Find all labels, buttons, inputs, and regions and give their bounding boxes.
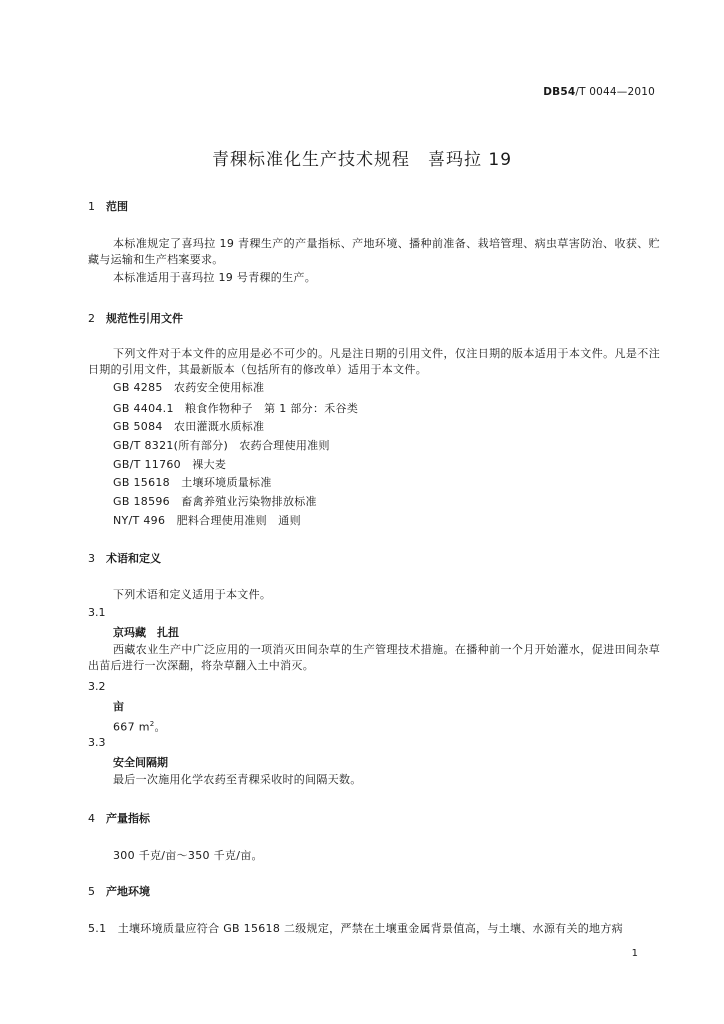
section-3-heading: 3 术语和定义 (88, 552, 161, 565)
reference-item: GB 4285 农药安全使用标准 (113, 381, 265, 394)
section-2-intro: 下列文件对于本文件的应用是必不可少的。凡是注日期的引用文件，仅注日期的版本适用于本文件。凡是不注日期的引用文件，其最新版本（包括所有的修改单）适用于本文件。 (88, 347, 660, 376)
section-1-scope-line: 本标准适用于喜玛拉 19 号青稞的生产。 (113, 271, 316, 284)
document-title: 青稞标准化生产技术规程 喜玛拉 19 (211, 150, 513, 170)
reference-item: GB 5084 农田灌溉水质标准 (113, 420, 265, 433)
term-number: 3.3 (88, 736, 106, 749)
reference-item: GB 18596 畜禽养殖业污染物排放标准 (113, 495, 317, 508)
section-1-paragraph: 本标准规定了喜玛拉 19 青稞生产的产量指标、产地环境、播种前准备、栽培管理、病虫草害防治、收获、贮藏与运输和生产档案要求。 (88, 237, 660, 266)
term-definition: 西藏农业生产中广泛应用的一项消灭田间杂草的生产管理技术措施。在播种前一个月开始灌水，促进田间杂草出苗后进行一次深翻，将杂草翻入土中消灭。 (88, 643, 660, 672)
yield-target: 300 千克/亩～350 千克/亩。 (113, 849, 263, 862)
section-4-heading: 4 产量指标 (88, 812, 150, 825)
term-number: 3.1 (88, 606, 106, 619)
section-5-heading: 5 产地环境 (88, 885, 150, 898)
reference-item: GB 15618 土壤环境质量标准 (113, 476, 272, 489)
term-definition: 最后一次施用化学农药至青稞采收时的间隔天数。 (113, 773, 362, 786)
section-2-heading: 2 规范性引用文件 (88, 312, 183, 325)
reference-item: NY/T 496 肥料合理使用准则 通则 (113, 514, 301, 527)
standard-number: DB54/T 0044—2010 (543, 86, 655, 98)
section-1-heading: 1 范围 (88, 200, 128, 213)
term-definition: 667 $m^2$。 (113, 720, 166, 734)
term-title: 亩 (113, 700, 124, 713)
term-title: 安全间隔期 (113, 756, 168, 769)
reference-item: GB/T 8321(所有部分) 农药合理使用准则 (113, 439, 330, 452)
reference-item: GB 4404.1 粮食作物种子 第 1 部分：禾谷类 (113, 402, 359, 415)
reference-item: GB/T 11760 裸大麦 (113, 458, 227, 471)
section-3-intro: 下列术语和定义适用于本文件。 (113, 588, 272, 601)
term-number: 3.2 (88, 680, 106, 693)
page-number: 1 (631, 948, 638, 959)
term-title: 京玛藏 扎扭 (113, 626, 179, 639)
clause-5-1: 5.1 土壤环境质量应符合 GB 15618 二级规定，严禁在土壤重金属背景值高，与土壤、水源有关的地方病 (88, 922, 623, 935)
